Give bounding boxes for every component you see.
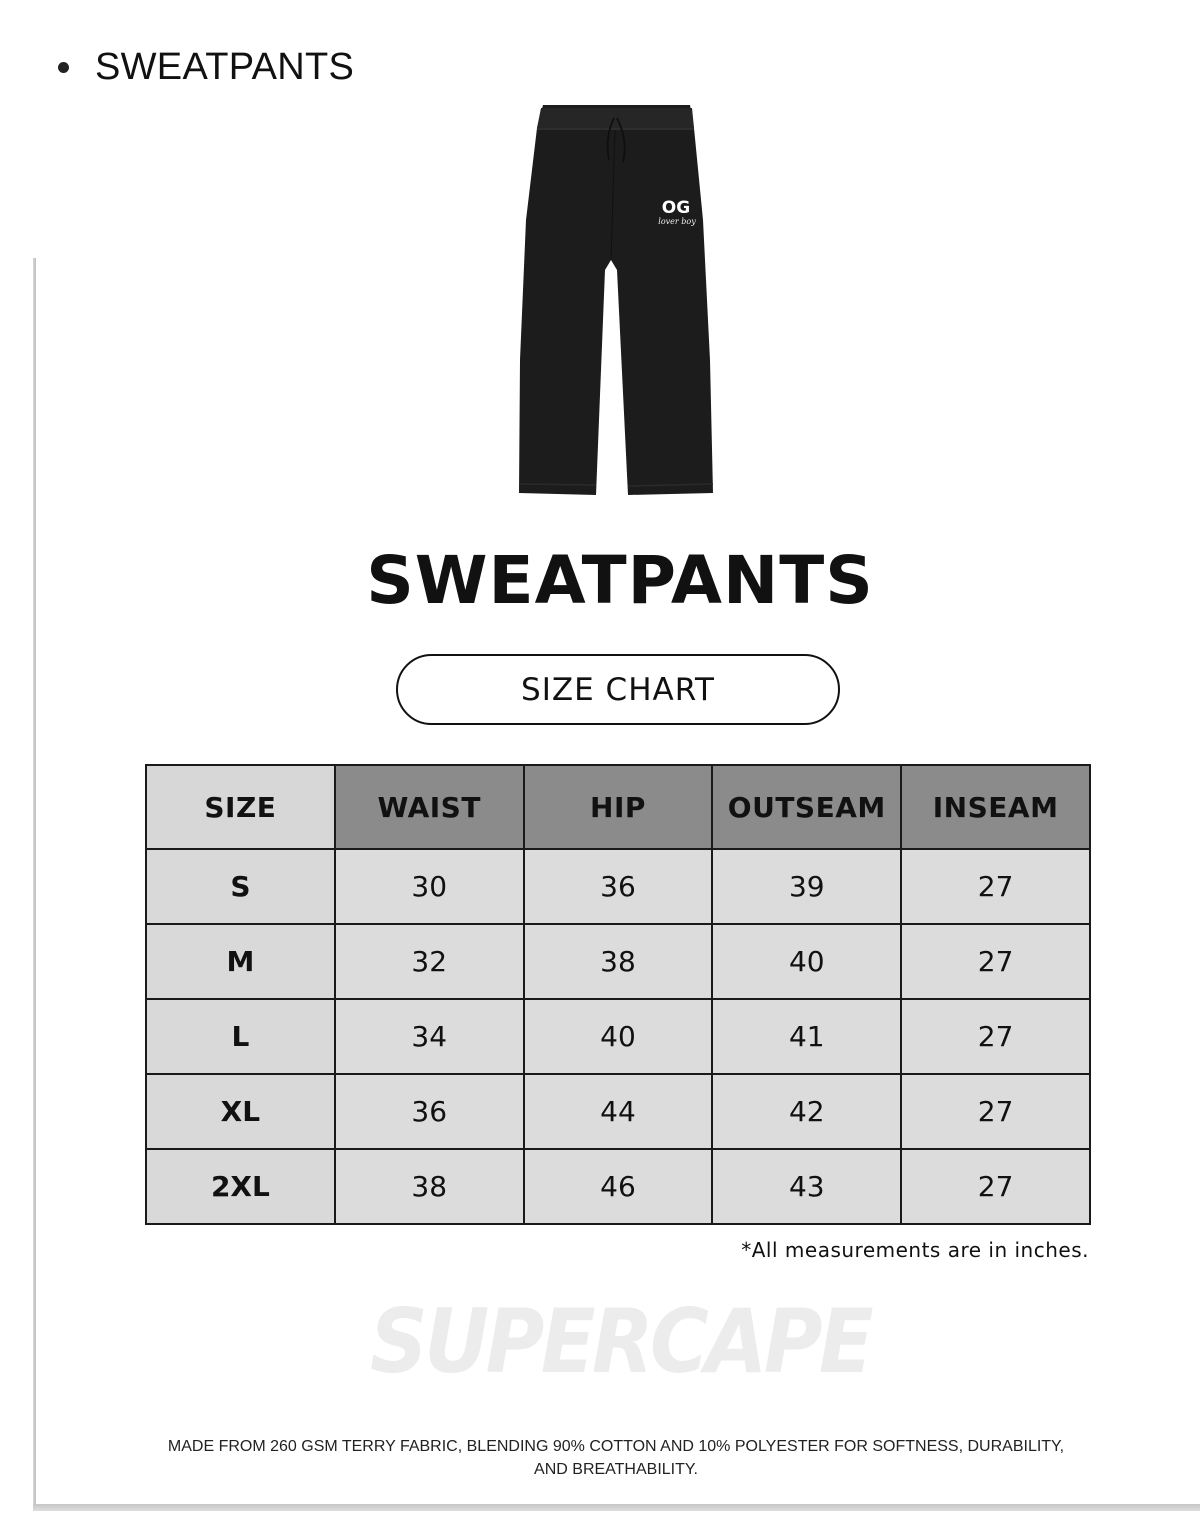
header-inseam: INSEAM <box>901 765 1090 849</box>
watermark-text: SUPERCAPE <box>370 1290 873 1390</box>
waist-cell: 32 <box>335 924 524 999</box>
left-divider <box>33 258 36 1508</box>
measurement-note: *All measurements are in inches. <box>741 1238 1089 1262</box>
outseam-cell: 42 <box>712 1074 901 1149</box>
header-hip: HIP <box>524 765 713 849</box>
table-row <box>146 849 1090 924</box>
inseam-cell: 27 <box>901 924 1090 999</box>
page-title: SWEATPANTS <box>366 542 874 619</box>
waist-cell: 38 <box>335 1149 524 1224</box>
size-cell: XL <box>146 1074 335 1149</box>
heading-text: SWEATPANTS <box>95 46 355 88</box>
sweatpants-image <box>510 100 720 500</box>
hip-cell: 40 <box>524 999 713 1074</box>
size-table <box>145 764 1091 1225</box>
brand-watermark <box>360 1290 880 1390</box>
outseam-cell: 40 <box>712 924 901 999</box>
bullet-heading <box>58 46 354 89</box>
inseam-cell: 27 <box>901 849 1090 924</box>
size-cell: 2XL <box>146 1149 335 1224</box>
inseam-cell: 27 <box>901 999 1090 1074</box>
hem-left <box>520 484 596 485</box>
table-row <box>146 1149 1090 1224</box>
table-row <box>146 924 1090 999</box>
size-cell: S <box>146 849 335 924</box>
bullet-icon <box>58 62 69 73</box>
fabric-description: MADE FROM 260 GSM TERRY FABRIC, BLENDING 90% COTTON AND 10% POLYESTER FOR SOFTNESS, DURABILITY, AND BREATHABILITY. <box>167 1438 1065 1478</box>
waist-cell: 36 <box>335 1074 524 1149</box>
bottom-divider <box>33 1504 1200 1511</box>
hip-cell: 36 <box>524 849 713 924</box>
hip-cell: 44 <box>524 1074 713 1149</box>
header-waist: WAIST <box>335 765 524 849</box>
pants-body <box>519 105 713 495</box>
outseam-cell: 43 <box>712 1149 901 1224</box>
inseam-cell: 27 <box>901 1149 1090 1224</box>
size-cell: M <box>146 924 335 999</box>
outseam-cell: 41 <box>712 999 901 1074</box>
size-chart-label-text: SIZE CHART <box>521 671 715 708</box>
table-header-row <box>146 765 1090 849</box>
size-chart-label <box>396 654 840 725</box>
table-row <box>146 999 1090 1074</box>
waist-cell: 34 <box>335 999 524 1074</box>
header-size: SIZE <box>146 765 335 849</box>
waistband <box>537 108 694 128</box>
outseam-cell: 39 <box>712 849 901 924</box>
hip-cell: 38 <box>524 924 713 999</box>
header-outseam: OUTSEAM <box>712 765 901 849</box>
waist-cell: 30 <box>335 849 524 924</box>
size-cell: L <box>146 999 335 1074</box>
hip-cell: 46 <box>524 1149 713 1224</box>
inseam-cell: 27 <box>901 1074 1090 1149</box>
pants-logo-text: OG <box>661 198 691 218</box>
pants-logo-script: lover boy <box>658 217 696 226</box>
table-row <box>146 1074 1090 1149</box>
